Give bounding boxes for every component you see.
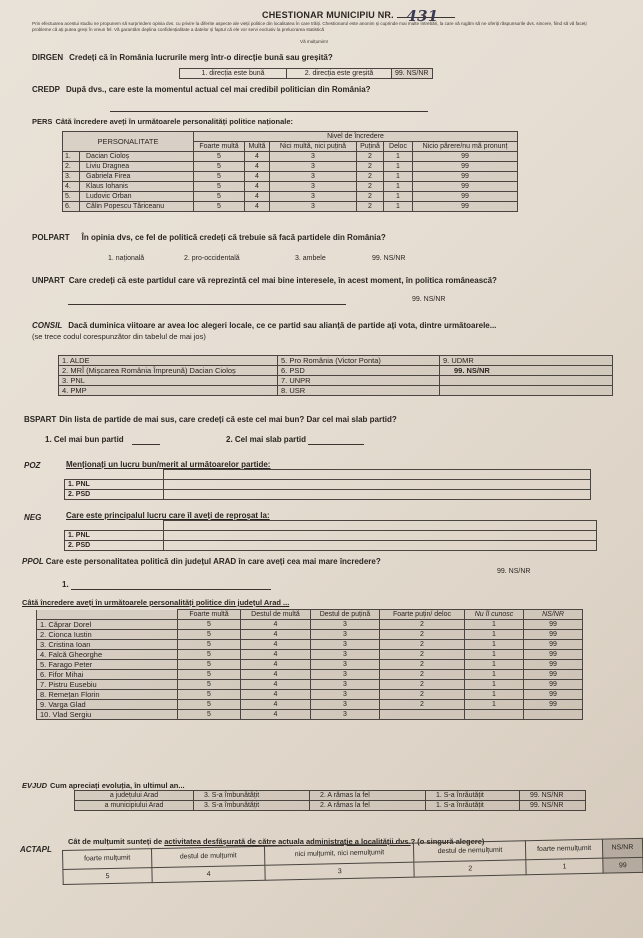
arad-rating-option[interactable]: 3 <box>311 650 380 660</box>
dirgen-option[interactable]: 1. direcția este bună <box>180 69 287 79</box>
pers-rating-option[interactable]: 1 <box>384 162 413 172</box>
arad-person-name: 3. Cristina Ioan <box>37 640 178 650</box>
arad-rating-option[interactable]: 5 <box>178 670 241 680</box>
pers-col-header: Multă <box>245 142 270 152</box>
pers-col-header: Nicio părere/nu mă pronunț <box>413 142 518 152</box>
evjud-option[interactable]: 3. S-a îmbunătățit <box>194 791 310 801</box>
pers-row-name: Călin Popescu Tăriceanu <box>86 203 165 210</box>
pers-row-name: Klaus Iohanis <box>86 183 129 190</box>
arad-row <box>37 650 583 660</box>
credp-answer-line[interactable] <box>110 110 428 112</box>
question-code: DIRGEN <box>32 53 64 62</box>
pers-rating-option[interactable]: 3 <box>270 162 357 172</box>
intro-thanks: Vă mulțumim! <box>300 39 329 44</box>
poz-table <box>64 469 591 500</box>
arad-rating-option[interactable]: 2 <box>380 650 465 660</box>
pers-rating-option[interactable]: 2 <box>357 162 384 172</box>
pers-row <box>63 152 518 162</box>
poz-question: Menționați un lucru bun/merit al următoarelor partide: <box>66 460 271 469</box>
arad-rating-option[interactable]: 3 <box>311 680 380 690</box>
question-text: După dvs., care este la momentul actual cel mai credibil politician din România? <box>66 85 371 94</box>
ppol-answer <box>62 580 271 590</box>
evjud-option[interactable]: 1. S-a înrăutățit <box>426 791 520 801</box>
arad-empty-cell <box>380 710 465 720</box>
arad-rating-option[interactable]: 3 <box>311 690 380 700</box>
title-text: CHESTIONAR MUNICIPIU NR. <box>262 10 394 20</box>
actapl-col-header: nici mulțumit, nici nemulțumit <box>265 843 415 865</box>
arad-rating-option[interactable]: 1 <box>465 630 524 640</box>
arad-row <box>37 680 583 690</box>
pers-rating-option[interactable]: 4 <box>245 152 270 162</box>
question-code: PPOL <box>22 557 44 566</box>
actapl-option[interactable]: 99 <box>603 857 643 873</box>
poz-code: POZ <box>24 461 41 470</box>
pers-rating-option[interactable]: 2 <box>357 172 384 182</box>
arad-row <box>37 620 583 630</box>
arad-rating-option[interactable]: 99 <box>524 680 583 690</box>
pers-table <box>62 131 518 212</box>
evjud-row <box>75 791 586 801</box>
ppol-answer-field[interactable] <box>71 580 271 590</box>
evjud-option[interactable]: 2. A rămas la fel <box>310 801 426 811</box>
arad-col-header: Foarte puțin/ deloc <box>380 610 465 620</box>
pers-row-number: 2. <box>63 162 80 171</box>
consil-party-option[interactable]: 3. PNL <box>59 376 278 386</box>
arad-rating-option[interactable]: 5 <box>178 640 241 650</box>
polpart-option[interactable]: 99. NS/NR <box>372 255 406 262</box>
evjud-row-label: a municipiului Arad <box>75 801 194 811</box>
arad-table <box>36 609 583 720</box>
neg-row-label: 2. PSD <box>65 541 164 551</box>
question-text-suffix: ? (o singură alegere) <box>410 837 485 846</box>
arad-col-header: Destul de multă <box>241 610 311 620</box>
pers-rating-option[interactable]: 2 <box>357 152 384 162</box>
pers-rating-option[interactable]: 4 <box>245 182 270 192</box>
arad-rating-option[interactable]: 4 <box>241 700 311 710</box>
pers-rating-option[interactable]: 4 <box>245 172 270 182</box>
question-text: Cum apreciați evoluția, în ultimul an... <box>50 781 185 790</box>
arad-person-name: 5. Farago Peter <box>37 660 178 670</box>
pers-group-header: Nivel de încredere <box>194 132 518 142</box>
consil-empty-cell <box>440 386 613 396</box>
arad-col-header: Foarte multă <box>178 610 241 620</box>
arad-rating-option[interactable]: 2 <box>380 700 465 710</box>
arad-rating-option[interactable]: 2 <box>380 640 465 650</box>
pers-name-cell <box>63 182 194 192</box>
arad-person-name: 1. Căprar Dorel <box>37 620 178 630</box>
arad-rating-option[interactable]: 4 <box>241 630 311 640</box>
pers-rating-option[interactable]: 1 <box>384 202 413 212</box>
arad-rating-option[interactable]: 99 <box>524 660 583 670</box>
pers-rating-option[interactable]: 99 <box>413 152 518 162</box>
intro-text: Prin efectuarea acestui studiu ne propunem să surprindem opinia dvs. cu privire la diferite aspecte ale vieții politice din localitatea în care trăiți. Chestionarul este anonim și cuprinde mai multe întrebări, la care vă rugăm să ne oferiți răspunsurile dvs. sincere, fiind să vă faceți probleme că ați putea greși în vreun fel. Vă garantăm deplina confidențialitate a datelor și faptul că ele vor servi exclusiv la prelucrarea statistică <box>32 21 587 32</box>
ppol-nsnr[interactable]: 99. NS/NR <box>497 568 531 575</box>
arad-rating-option[interactable]: 4 <box>241 690 311 700</box>
arad-rating-option[interactable]: 5 <box>178 700 241 710</box>
actapl-col-header: destul de nemulțumit <box>414 841 526 862</box>
pers-rating-option[interactable]: 5 <box>194 172 245 182</box>
question-text: Credeți că în România lucrurile merg într-o direcție bună sau greșită? <box>69 53 333 62</box>
consil-row <box>59 356 613 366</box>
arad-rating-option[interactable]: 5 <box>178 620 241 630</box>
pers-row <box>63 182 518 192</box>
arad-question: Câtă încredere aveți în următoarele personalități politice din județul Arad ... <box>22 598 290 607</box>
pers-row-name: Liviu Dragnea <box>86 163 130 170</box>
dirgen-option[interactable]: 2. direcția este greșită <box>287 69 392 79</box>
pers-rating-option[interactable]: 5 <box>194 152 245 162</box>
pers-rating-option[interactable]: 3 <box>270 182 357 192</box>
pers-row-number: 5. <box>63 192 80 201</box>
question-code: POLPART <box>32 233 70 242</box>
questionnaire-title <box>262 7 455 25</box>
pers-row-name: Ludovic Orban <box>86 193 132 200</box>
polpart-option[interactable]: 1. națională <box>108 255 145 262</box>
bspart-worst <box>226 435 364 445</box>
unpart-answer-line[interactable] <box>68 303 346 305</box>
arad-rating-option[interactable]: 1 <box>465 670 524 680</box>
arad-rating-option[interactable]: 2 <box>380 630 465 640</box>
polpart-question <box>32 233 386 242</box>
pers-row-name: Dacian Cioloș <box>86 153 130 160</box>
arad-rating-option[interactable]: 3 <box>311 630 380 640</box>
arad-rating-option[interactable]: 2 <box>380 670 465 680</box>
pers-rating-option[interactable]: 4 <box>245 192 270 202</box>
evjud-option[interactable]: 1. S-a înrăutățit <box>426 801 520 811</box>
arad-rating-option[interactable]: 4 <box>241 620 311 630</box>
arad-row <box>37 690 583 700</box>
arad-person-name: 7. Pistru Eusebiu <box>37 680 178 690</box>
arad-empty-cell <box>524 710 583 720</box>
pers-col-header: Nici multă, nici puțină <box>270 142 357 152</box>
actapl-code: ACTAPL <box>20 845 52 854</box>
pers-col-header: Deloc <box>384 142 413 152</box>
poz-answer-field[interactable] <box>163 480 590 490</box>
arad-rating-option[interactable]: 4 <box>241 710 311 720</box>
question-code: CONSIL <box>32 321 63 330</box>
consil-party-option[interactable]: 9. UDMR <box>440 356 613 366</box>
arad-row <box>37 670 583 680</box>
pers-rating-option[interactable]: 5 <box>194 162 245 172</box>
best-party-label: 1. Cel mai bun partid <box>45 435 124 444</box>
arad-rating-option[interactable]: 1 <box>465 660 524 670</box>
number-field[interactable] <box>397 7 455 25</box>
arad-rating-option[interactable]: 99 <box>524 620 583 630</box>
arad-person-name: 4. Falcă Gheorghe <box>37 650 178 660</box>
question-code: CREDP <box>32 85 61 94</box>
evjud-option[interactable]: 2. A rămas la fel <box>310 791 426 801</box>
consil-party-option[interactable]: 5. Pro România (Victor Ponta) <box>278 356 440 366</box>
arad-empty-cell <box>465 710 524 720</box>
unpart-question <box>32 276 497 285</box>
question-text: În opinia dvs, ce fel de politică credeți că trebuie să facă partidele din România? <box>81 233 386 242</box>
actapl-option[interactable]: 2 <box>414 860 526 877</box>
arad-rating-option[interactable]: 2 <box>380 690 465 700</box>
pers-row-number: 3. <box>63 172 80 181</box>
arad-rating-option[interactable]: 5 <box>178 680 241 690</box>
arad-rating-option[interactable]: 1 <box>465 700 524 710</box>
question-text: Cât de mulțumit sunteți de <box>68 837 165 846</box>
evjud-question <box>22 781 185 790</box>
pers-rating-option[interactable]: 1 <box>384 192 413 202</box>
arad-rating-option[interactable]: 1 <box>465 650 524 660</box>
consil-party-option[interactable]: 2. MRÎ (Mișcarea România Împreună) Dacian Cioloș <box>59 366 278 376</box>
best-party-field[interactable] <box>132 435 160 445</box>
pers-rating-option[interactable]: 1 <box>384 152 413 162</box>
pers-rating-option[interactable]: 4 <box>245 202 270 212</box>
dirgen-option[interactable]: 99. NS/NR <box>392 69 433 79</box>
pers-row <box>63 172 518 182</box>
arad-rating-option[interactable]: 3 <box>311 660 380 670</box>
arad-rating-option[interactable]: 99 <box>524 690 583 700</box>
pers-rating-option[interactable]: 99 <box>413 192 518 202</box>
pers-rating-option[interactable]: 5 <box>194 192 245 202</box>
question-text: Care este personalitatea politică din județul ARAD în care aveți cea mai mare încredere? <box>45 557 381 566</box>
neg-question: Care este principalul lucru care îl aveți de reproșat la: <box>66 511 270 520</box>
arad-rating-option[interactable]: 3 <box>311 640 380 650</box>
actapl-col-header: foarte nemulțumit <box>526 839 603 860</box>
pers-rating-option[interactable]: 2 <box>357 192 384 202</box>
arad-person-name: 6. Fifor Mihai <box>37 670 178 680</box>
actapl-col-header: foarte mulțumit <box>63 849 152 870</box>
arad-rating-option[interactable]: 99 <box>524 630 583 640</box>
pers-row-number: 4. <box>63 182 80 191</box>
arad-row <box>37 660 583 670</box>
poz-answer-field[interactable] <box>163 490 590 500</box>
pers-col-header: Foarte multă <box>194 142 245 152</box>
question-code: BSPART <box>24 415 57 424</box>
pers-rating-option[interactable]: 2 <box>357 202 384 212</box>
pers-rating-option[interactable]: 5 <box>194 182 245 192</box>
arad-rating-option[interactable]: 5 <box>178 660 241 670</box>
dirgen-question <box>32 53 333 62</box>
arad-person-name: 2. Cionca Iustin <box>37 630 178 640</box>
pers-name-cell <box>63 152 194 162</box>
polpart-option[interactable]: 2. pro-occidentală <box>184 255 240 262</box>
pers-name-cell <box>63 192 194 202</box>
consil-party-option[interactable]: 4. PMP <box>59 386 278 396</box>
dirgen-options-table <box>179 68 433 79</box>
pers-name-cell <box>63 162 194 172</box>
actapl-option[interactable]: 4 <box>152 865 266 882</box>
arad-rating-option[interactable]: 1 <box>465 620 524 630</box>
arad-rating-option[interactable]: 99 <box>524 640 583 650</box>
consil-question <box>32 321 496 330</box>
arad-rating-option[interactable]: 5 <box>178 690 241 700</box>
pers-row-number: 6. <box>63 202 80 211</box>
consil-party-option[interactable]: 7. UNPR <box>278 376 440 386</box>
arad-rating-option[interactable]: 4 <box>241 650 311 660</box>
question-text: Dacă duminica viitoare ar avea loc alegeri locale, ce ce partid sau alianță de partide ați vota, dintre următoarele... <box>68 321 497 330</box>
worst-party-label: 2. Cel mai slab partid <box>226 435 307 444</box>
bspart-question <box>24 415 397 424</box>
consil-row <box>59 386 613 396</box>
pers-name-header: PERSONALITATE <box>63 132 194 152</box>
arad-rating-option[interactable]: 2 <box>380 680 465 690</box>
arad-row <box>37 710 583 720</box>
consil-party-option[interactable]: 1. ALDE <box>59 356 278 366</box>
pers-row <box>63 192 518 202</box>
evjud-option[interactable]: 3. S-a îmbunătățit <box>194 801 310 811</box>
ppol-answer-label: 1. <box>62 580 69 589</box>
pers-rating-option[interactable]: 5 <box>194 202 245 212</box>
pers-row-name: Gabriela Firea <box>86 173 131 180</box>
arad-rating-option[interactable]: 5 <box>178 710 241 720</box>
pers-col-header: Puțină <box>357 142 384 152</box>
actapl-option[interactable]: 3 <box>265 862 414 880</box>
evjud-row <box>75 801 586 811</box>
pers-rating-option[interactable]: 99 <box>413 162 518 172</box>
evjud-option[interactable]: 99. NS/NR <box>520 791 586 801</box>
consil-empty-cell <box>440 376 613 386</box>
actapl-option[interactable]: 5 <box>63 868 152 885</box>
arad-rating-option[interactable]: 3 <box>311 700 380 710</box>
arad-person-name: 10. Vlad Sergiu <box>37 710 178 720</box>
polpart-option[interactable]: 3. ambele <box>295 255 326 262</box>
arad-rating-option[interactable]: 4 <box>241 670 311 680</box>
consil-party-option[interactable]: 6. PSD <box>278 366 440 376</box>
pers-row <box>63 202 518 212</box>
arad-rating-option[interactable]: 1 <box>465 640 524 650</box>
pers-rating-option[interactable]: 1 <box>384 172 413 182</box>
question-text-underlined: activitatea desfășurată de către actuala administrație a localității dvs. <box>164 837 411 846</box>
actapl-col-header: NS/NR <box>602 838 643 858</box>
pers-name-cell <box>63 172 194 182</box>
bspart-best <box>45 435 160 445</box>
arad-row <box>37 700 583 710</box>
arad-row <box>37 630 583 640</box>
arad-col-header: NS/NR <box>524 610 583 620</box>
arad-rating-option[interactable]: 4 <box>241 680 311 690</box>
question-code: UNPART <box>32 276 65 285</box>
pers-name-cell <box>63 202 194 212</box>
arad-rating-option[interactable]: 99 <box>524 670 583 680</box>
worst-party-field[interactable] <box>308 435 364 445</box>
evjud-row-label: a județului Arad <box>75 791 194 801</box>
pers-rating-option[interactable]: 2 <box>357 182 384 192</box>
arad-col-header: Destul de puțină <box>311 610 380 620</box>
question-code: EVJUD <box>22 781 48 790</box>
pers-rating-option[interactable]: 3 <box>270 192 357 202</box>
pers-rating-option[interactable]: 99 <box>413 202 518 212</box>
unpart-nsnr[interactable]: 99. NS/NR <box>412 296 446 303</box>
pers-rating-option[interactable]: 99 <box>413 182 518 192</box>
pers-rating-option[interactable]: 1 <box>384 182 413 192</box>
credp-question <box>32 85 371 94</box>
arad-row <box>37 640 583 650</box>
pers-rating-option[interactable]: 3 <box>270 152 357 162</box>
question-code: PERS <box>32 117 53 126</box>
neg-answer-field[interactable] <box>163 531 596 541</box>
arad-rating-option[interactable]: 1 <box>465 690 524 700</box>
pers-row-number: 1. <box>63 152 80 161</box>
arad-rating-option[interactable]: 99 <box>524 700 583 710</box>
pers-rating-option[interactable]: 3 <box>270 202 357 212</box>
arad-person-name: 9. Varga Glad <box>37 700 178 710</box>
arad-rating-option[interactable]: 5 <box>178 630 241 640</box>
arad-rating-option[interactable]: 3 <box>311 710 380 720</box>
actapl-option[interactable]: 1 <box>526 858 603 875</box>
consil-note: (se trece codul corespunzător din tabelul de mai jos) <box>32 332 206 341</box>
neg-table <box>64 520 597 551</box>
handwritten-number: 431 <box>406 7 439 25</box>
arad-rating-option[interactable]: 2 <box>380 660 465 670</box>
question-text: Din lista de partide de mai sus, care credeți că este cel mai bun? Dar cel mai slab partid? <box>59 415 397 424</box>
pers-row <box>63 162 518 172</box>
arad-rating-option[interactable]: 3 <box>311 670 380 680</box>
consil-party-option[interactable]: 99. NS/NR <box>440 366 613 376</box>
arad-rating-option[interactable]: 99 <box>524 650 583 660</box>
pers-rating-option[interactable]: 4 <box>245 162 270 172</box>
consil-parties-table <box>58 355 613 396</box>
arad-rating-option[interactable]: 4 <box>241 640 311 650</box>
pers-rating-option[interactable]: 99 <box>413 172 518 182</box>
arad-rating-option[interactable]: 3 <box>311 620 380 630</box>
arad-rating-option[interactable]: 5 <box>178 650 241 660</box>
neg-row-label: 1. PNL <box>65 531 164 541</box>
ppol-question <box>22 557 381 566</box>
question-text: Câtă încredere aveți în următoarele personalități politice naționale: <box>55 117 294 126</box>
pers-question <box>32 117 293 126</box>
consil-party-option[interactable]: 8. USR <box>278 386 440 396</box>
evjud-table <box>74 790 586 811</box>
neg-answer-field[interactable] <box>163 541 596 551</box>
arad-col-header: Nu îl cunosc <box>465 610 524 620</box>
pers-rating-option[interactable]: 3 <box>270 172 357 182</box>
consil-row <box>59 376 613 386</box>
neg-code: NEG <box>24 513 42 522</box>
evjud-option[interactable]: 99. NS/NR <box>520 801 586 811</box>
poz-row-label: 1. PNL <box>65 480 164 490</box>
arad-rating-option[interactable]: 1 <box>465 680 524 690</box>
question-text: Care credeți că este partidul care vă reprezintă cel mai bine interesele, în acest moment, în politica românească? <box>68 276 497 285</box>
poz-row-label: 2. PSD <box>65 490 164 500</box>
arad-person-name: 8. Remețan Florin <box>37 690 178 700</box>
consil-row <box>59 366 613 376</box>
arad-rating-option[interactable]: 2 <box>380 620 465 630</box>
actapl-col-header: destul de mulțumit <box>151 846 265 867</box>
arad-rating-option[interactable]: 4 <box>241 660 311 670</box>
